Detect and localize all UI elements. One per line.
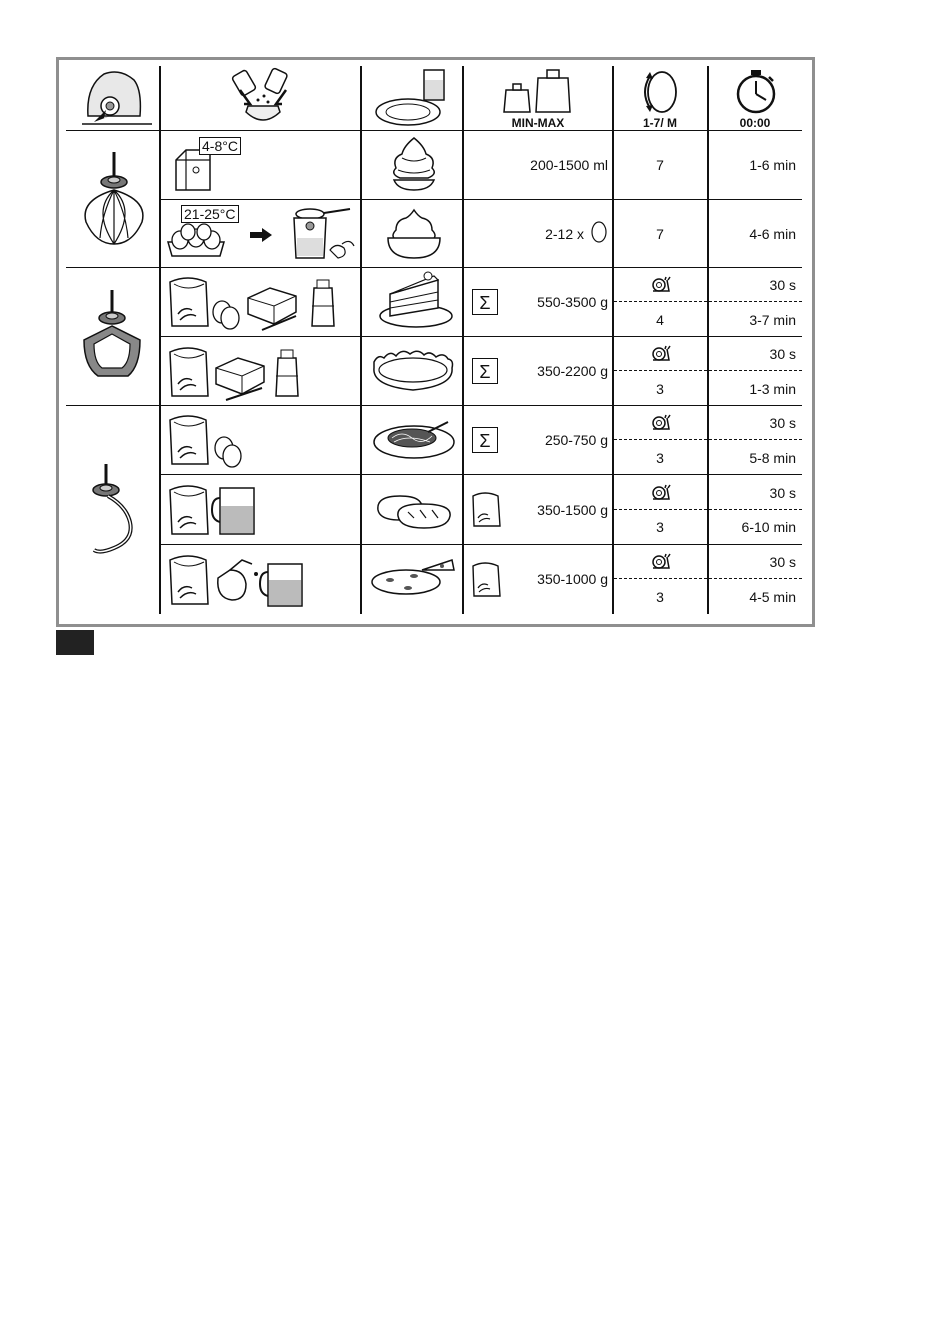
snail-icon bbox=[651, 553, 671, 569]
bread-loaves-icon bbox=[372, 490, 456, 530]
flour-eggs-icon bbox=[166, 410, 246, 470]
dashed-divider bbox=[614, 509, 802, 510]
dashed-divider bbox=[614, 370, 802, 371]
grid-line bbox=[462, 66, 464, 614]
timer-icon bbox=[732, 68, 780, 116]
time-value: 4-6 min bbox=[749, 226, 796, 242]
dashed-divider bbox=[614, 578, 802, 579]
time-value: 3-7 min bbox=[749, 312, 796, 328]
whipped-cream-icon bbox=[386, 134, 442, 194]
speed-value: 4 bbox=[656, 312, 664, 328]
time-value: 30 s bbox=[769, 485, 796, 501]
grid-line bbox=[66, 130, 802, 131]
flour-butter-sugar-icon bbox=[166, 342, 306, 402]
speed-value: 3 bbox=[656, 589, 664, 605]
time-value: 30 s bbox=[769, 277, 796, 293]
time-value: 30 s bbox=[769, 554, 796, 570]
whipped-egg-bowl-icon bbox=[384, 206, 444, 262]
snail-icon bbox=[651, 484, 671, 500]
speed-label: 1-7/ M bbox=[642, 116, 677, 130]
time-value: 30 s bbox=[769, 415, 796, 431]
tart-icon bbox=[370, 346, 456, 396]
speed-value: 3 bbox=[656, 519, 664, 535]
speed-value: 7 bbox=[656, 226, 664, 242]
time-value: 1-3 min bbox=[749, 381, 796, 397]
grid-line bbox=[360, 66, 362, 614]
pasta-plate-icon bbox=[372, 418, 456, 462]
time-value: 4-5 min bbox=[749, 589, 796, 605]
grid-line bbox=[66, 267, 802, 268]
time-value: 1-6 min bbox=[749, 157, 796, 173]
language-marker bbox=[56, 630, 94, 655]
flour-eggs-butter-sugar-icon bbox=[166, 272, 342, 332]
snail-icon bbox=[651, 345, 671, 361]
flour-bag-icon bbox=[470, 560, 502, 598]
weight-label: MIN-MAX bbox=[511, 116, 565, 130]
dashed-divider bbox=[614, 439, 802, 440]
quantity-value: 2-12 x bbox=[545, 226, 584, 242]
grid-line bbox=[707, 66, 709, 614]
grid-line bbox=[160, 199, 802, 200]
grid-line bbox=[160, 474, 802, 475]
quantity-value: 200-1500 ml bbox=[530, 157, 608, 173]
egg-tray-icon bbox=[166, 222, 226, 258]
sigma-icon: Σ bbox=[472, 358, 498, 384]
quantity-value: 250-750 g bbox=[544, 432, 608, 448]
pour-ingredients-icon bbox=[228, 66, 298, 128]
speed-value: 3 bbox=[656, 381, 664, 397]
time-label: 00:00 bbox=[739, 116, 771, 130]
time-value: 6-10 min bbox=[741, 519, 796, 535]
time-value: 30 s bbox=[769, 346, 796, 362]
weights-icon bbox=[502, 68, 574, 114]
dashed-divider bbox=[614, 301, 802, 302]
whisk-attachment-icon bbox=[78, 150, 158, 248]
arrow-right-icon bbox=[250, 228, 272, 242]
quantity-value: 350-1500 g bbox=[537, 502, 608, 518]
quantity-value: 550-3500 g bbox=[537, 294, 608, 310]
dough-hook-icon bbox=[86, 462, 146, 558]
flour-bag-icon bbox=[470, 490, 502, 528]
cake-slice-icon bbox=[376, 270, 456, 330]
mixer-head-icon bbox=[80, 66, 154, 128]
beater-attachment-icon bbox=[78, 286, 158, 384]
grid-line bbox=[66, 405, 802, 406]
egg-separator-icon bbox=[288, 206, 356, 262]
plate-and-glass-icon bbox=[372, 66, 452, 128]
temperature-label: 4-8°C bbox=[199, 137, 241, 155]
speed-value: 7 bbox=[656, 157, 664, 173]
sigma-icon: Σ bbox=[472, 427, 498, 453]
sigma-icon: Σ bbox=[472, 289, 498, 315]
grid-line bbox=[160, 336, 802, 337]
grid-line bbox=[160, 544, 802, 545]
temperature-label: 21-25°C bbox=[181, 205, 239, 223]
speed-value: 3 bbox=[656, 450, 664, 466]
speed-dial-icon bbox=[636, 68, 682, 116]
egg-icon bbox=[591, 221, 607, 243]
snail-icon bbox=[651, 276, 671, 292]
flour-water-icon bbox=[166, 480, 262, 540]
quantity-value: 350-2200 g bbox=[537, 363, 608, 379]
time-value: 5-8 min bbox=[749, 450, 796, 466]
quantity-value: 350-1000 g bbox=[537, 571, 608, 587]
snail-icon bbox=[651, 414, 671, 430]
grid-line bbox=[159, 66, 161, 614]
pizza-icon bbox=[370, 556, 456, 596]
flour-oil-water-icon bbox=[166, 550, 310, 610]
